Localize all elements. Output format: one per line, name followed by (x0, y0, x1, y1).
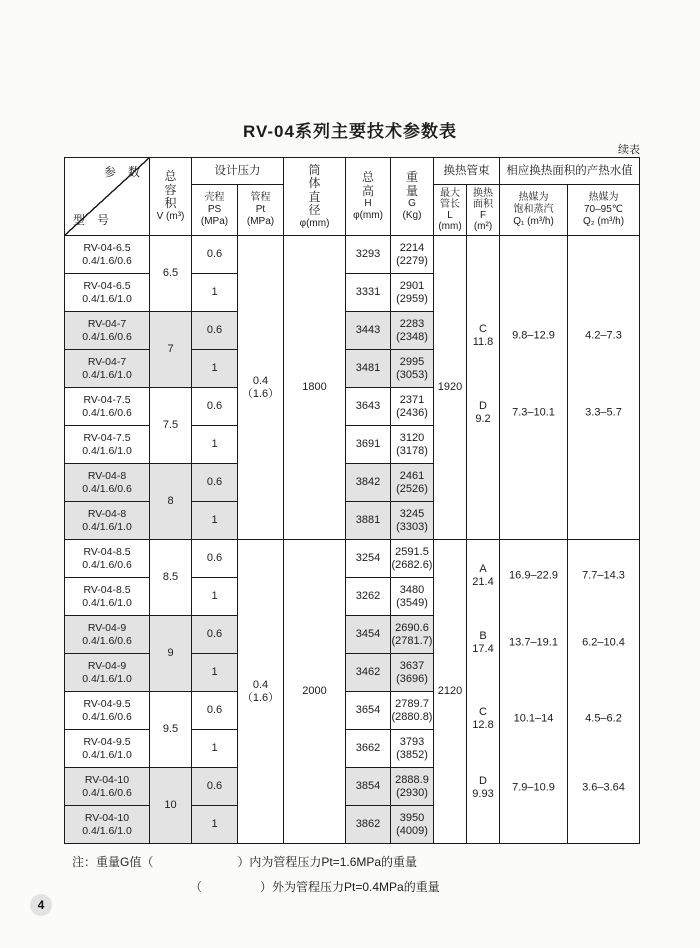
text-line: (Kg) (402, 210, 422, 221)
q1-entry: 13.7–19.1 (509, 636, 558, 649)
header-weight (391, 158, 433, 235)
diameter-cell (284, 540, 345, 843)
text-line: 2789.7 (395, 697, 429, 710)
height-cell (346, 730, 390, 767)
text-line: 3262 (355, 590, 381, 602)
model-cell (65, 692, 149, 729)
text-line: 热媒为 (518, 192, 549, 203)
text-line: (2930) (396, 786, 428, 799)
q2-entry: 4.2–7.3 (585, 329, 622, 342)
area-entry (467, 563, 499, 589)
text-line: 0.6 (206, 248, 223, 260)
text-line: 0.4/1.6/0.6 (82, 710, 132, 723)
page-number-badge: 4 (30, 894, 52, 916)
volume-cell (150, 388, 191, 463)
footnote-line-2 (190, 875, 440, 900)
model-cell (65, 426, 149, 463)
text-line: φ(mm) (299, 217, 330, 229)
text-line: RV-04-8 (87, 507, 127, 520)
text-line: 管长 (440, 199, 460, 210)
text-line: (3696) (396, 672, 428, 685)
text-line: 3480 (399, 583, 425, 596)
diameter-cell (284, 236, 345, 539)
footnote-line-1 (72, 850, 440, 875)
weight-cell (391, 350, 433, 387)
text-line: 2690.6 (395, 621, 429, 634)
area-entry (467, 706, 499, 732)
text-line: 2888.9 (395, 773, 429, 786)
ps-cell (192, 806, 237, 843)
text-line: G (408, 198, 416, 209)
note-label: 注： (72, 855, 97, 869)
weight-cell (391, 730, 433, 767)
ps-cell (192, 616, 237, 653)
text-line: 3862 (355, 818, 381, 830)
text-line: 0.6 (206, 476, 223, 488)
text-line: 面积 (473, 199, 493, 210)
text-line: (mm) (438, 221, 462, 232)
height-cell (346, 426, 390, 463)
text-line: Q₂ (m³/h) (582, 216, 625, 227)
text-line: (3852) (396, 748, 428, 761)
text-line: RV-04-10 (84, 773, 130, 786)
text-line: Q₁ (m³/h) (513, 216, 554, 227)
height-cell (346, 806, 390, 843)
area-cell (467, 236, 499, 539)
text-line: L (447, 210, 453, 221)
text-line: 壳程 (204, 192, 225, 203)
text-line: 8 (167, 495, 174, 507)
header-max-length (434, 185, 466, 235)
text-line: (2436) (396, 406, 428, 419)
text-line: 1920 (437, 381, 463, 393)
text-line: 1 (211, 286, 218, 298)
weight-cell (391, 236, 433, 273)
weight-cell (391, 692, 433, 729)
text-line: 2000 (302, 685, 327, 697)
text-line: 0.4 (252, 374, 269, 387)
volume-cell (150, 616, 191, 691)
text-line: 3245 (399, 507, 425, 520)
text-line: 1 (211, 818, 218, 830)
text-line: 0.6 (206, 704, 223, 716)
model-cell (65, 464, 149, 501)
ps-cell (192, 692, 237, 729)
note1-post: ）内为管程压力Pt=1.6MPa的重量 (237, 855, 418, 869)
text-line: 3881 (355, 514, 381, 526)
volume-cell (150, 464, 191, 539)
parameters-table (64, 157, 640, 844)
weight-cell (391, 768, 433, 805)
text-line: 3691 (355, 438, 381, 450)
text-line: 9.2 (475, 413, 491, 426)
volume-cell (150, 692, 191, 767)
text-line: 8.5 (162, 571, 179, 583)
text-line: 0.6 (206, 780, 223, 792)
model-cell (65, 350, 149, 387)
text-line: 3950 (399, 811, 425, 824)
text-line: 3842 (355, 476, 381, 488)
volume-cell (150, 312, 191, 387)
height-cell (346, 464, 390, 501)
text-line: 1800 (302, 381, 327, 393)
q2-entry: 3.6–3.64 (582, 781, 625, 794)
text-line: RV-04-9.5 (83, 697, 131, 710)
area-entry (467, 630, 499, 656)
text-line: (4009) (396, 824, 428, 837)
text-line: 2283 (399, 317, 425, 330)
text-line: 9.93 (472, 788, 494, 801)
text-line: 容 (164, 182, 177, 197)
ps-cell (192, 312, 237, 349)
text-line: 2901 (399, 279, 425, 292)
corner-cell (65, 158, 149, 235)
model-cell (65, 236, 149, 273)
ps-cell (192, 730, 237, 767)
text-line: (3178) (396, 444, 428, 457)
text-line: 1 (211, 666, 218, 678)
weight-cell (391, 464, 433, 501)
text-line: 12.8 (472, 718, 494, 731)
height-cell (346, 578, 390, 615)
text-line: 0.6 (206, 628, 223, 640)
volume-cell (150, 768, 191, 843)
q1-entry: 10.1–14 (513, 712, 554, 725)
text-line: (2959) (396, 292, 428, 305)
ps-cell (192, 578, 237, 615)
text-line: (MPa) (200, 216, 229, 227)
text-line: 6.5 (162, 267, 179, 279)
text-line: H (364, 198, 372, 209)
text-line: 总 (164, 169, 177, 184)
footnotes (72, 850, 440, 900)
corner-param-label: 参 数 (103, 165, 140, 179)
text-line: 量 (405, 183, 418, 198)
height-cell (346, 388, 390, 425)
text-line: 3254 (355, 552, 381, 564)
text-line: 3662 (355, 742, 381, 754)
text-line: （1.6） (241, 387, 280, 400)
model-cell (65, 730, 149, 767)
text-line: 0.4/1.6/1.0 (82, 444, 132, 457)
text-line: 3454 (355, 628, 381, 640)
text-line: RV-04-6.5 (83, 241, 131, 254)
q2-entry: 7.7–14.3 (582, 569, 625, 582)
text-line: 2214 (399, 241, 425, 254)
text-line: 3643 (355, 400, 381, 412)
ps-cell (192, 502, 237, 539)
corner-model-label: 型 号 (73, 213, 110, 227)
weight-cell (391, 540, 433, 577)
q1-cell (500, 236, 567, 539)
height-cell (346, 768, 390, 805)
pt-cell (238, 236, 283, 539)
text-line: 直 (308, 189, 321, 204)
text-line: 1 (211, 514, 218, 526)
q2-entry: 3.3–5.7 (585, 406, 622, 419)
q1-cell (500, 540, 567, 843)
q1-entry: 7.3–10.1 (512, 406, 555, 419)
text-line: 0.4/1.6/1.0 (82, 368, 132, 381)
length-cell (434, 236, 466, 539)
q2-cell (568, 540, 639, 843)
ps-cell (192, 274, 237, 311)
page-title: RV-04系列主要技术参数表 (243, 122, 457, 141)
text-line: 重 (405, 170, 418, 184)
text-line: 管程 (250, 192, 271, 203)
model-cell (65, 388, 149, 425)
weight-cell (391, 388, 433, 425)
text-line: C (479, 322, 487, 335)
text-line: F (479, 210, 487, 221)
text-line: 饱和蒸汽 (513, 204, 554, 215)
header-heat-area (467, 185, 499, 235)
model-cell (65, 768, 149, 805)
q1-entry: 7.9–10.9 (512, 781, 555, 794)
text-line: 高 (361, 183, 374, 198)
text-line: V (m³) (156, 210, 185, 222)
text-line: 3481 (355, 362, 381, 374)
text-line: 3654 (355, 704, 381, 716)
header-shell-ps (192, 185, 237, 235)
text-line: 2120 (437, 685, 463, 697)
text-line: 10 (164, 799, 177, 811)
text-line: 2461 (399, 469, 425, 482)
model-cell (65, 312, 149, 349)
q1-entry: 16.9–22.9 (509, 569, 558, 582)
text-line: Pt (255, 204, 266, 215)
text-line: 7 (167, 343, 174, 355)
header-total-height (346, 158, 390, 235)
q2-entry: 6.2–10.4 (582, 636, 625, 649)
header-hot-water (500, 158, 639, 184)
text-line: PS (207, 204, 222, 215)
ps-cell (192, 768, 237, 805)
text-line: (2348) (396, 330, 428, 343)
ps-cell (192, 464, 237, 501)
ps-cell (192, 236, 237, 273)
text-line: 0.4/1.6/1.0 (82, 748, 132, 761)
text-line: 0.4/1.6/1.0 (82, 824, 132, 837)
weight-cell (391, 502, 433, 539)
text-line: 3793 (399, 735, 425, 748)
text-line: 3293 (355, 248, 381, 260)
weight-cell (391, 578, 433, 615)
text-line: φ(mm) (353, 210, 383, 221)
text-line: (2526) (396, 482, 428, 495)
text-line: A (479, 563, 487, 576)
text-line: 0.6 (206, 324, 223, 336)
text-line: 0.4 (252, 678, 269, 691)
text-line: (2880.8) (391, 710, 433, 723)
model-cell (65, 654, 149, 691)
text-line: 总 (361, 170, 374, 184)
text-line: 21.4 (472, 576, 494, 589)
text-line: 9 (167, 647, 174, 659)
text-line: (m²) (473, 221, 493, 232)
area-entry (467, 400, 499, 426)
height-cell (346, 312, 390, 349)
note2-post: ）外为管程压力Pt=0.4MPa的重量 (260, 880, 440, 894)
text-line: (3549) (396, 596, 428, 609)
q1-entry: 9.8–12.9 (512, 329, 555, 342)
height-cell (346, 502, 390, 539)
text-line: 3443 (355, 324, 381, 336)
height-cell (346, 692, 390, 729)
q2-cell (568, 236, 639, 539)
text-line: RV-04-8.5 (83, 583, 131, 596)
height-cell (346, 274, 390, 311)
text-line: 0.4/1.6/1.0 (82, 292, 132, 305)
text-line: 0.4/1.6/0.6 (82, 634, 132, 647)
model-cell (65, 578, 149, 615)
text-line: (2279) (396, 254, 428, 267)
model-cell (65, 806, 149, 843)
text-line: 7.5 (162, 419, 179, 431)
header-q1 (500, 185, 567, 235)
ps-cell (192, 540, 237, 577)
text-line: 设计压力 (214, 164, 261, 177)
height-cell (346, 616, 390, 653)
model-cell (65, 616, 149, 653)
text-line: RV-04-9.5 (83, 735, 131, 748)
ps-cell (192, 350, 237, 387)
text-line: 积 (164, 196, 177, 211)
text-line: 3331 (355, 286, 381, 298)
text-line: 换热管束 (443, 164, 490, 177)
text-line: C (479, 705, 487, 718)
text-line: 3854 (355, 780, 381, 792)
area-entry (467, 323, 499, 349)
text-line: (2781.7) (391, 634, 433, 647)
text-line: 0.4/1.6/0.6 (82, 330, 132, 343)
weight-cell (391, 616, 433, 653)
text-line: 2371 (399, 393, 425, 406)
text-line: 17.4 (472, 643, 494, 656)
text-line: 2591.5 (395, 545, 429, 558)
text-line: RV-04-8.5 (83, 545, 131, 558)
text-line: 体 (308, 176, 321, 190)
area-cell (467, 540, 499, 843)
height-cell (346, 236, 390, 273)
ps-cell (192, 426, 237, 463)
text-line: 1 (211, 362, 218, 374)
ps-cell (192, 654, 237, 691)
text-line: 0.4/1.6/1.0 (82, 520, 132, 533)
text-line: 1 (211, 742, 218, 754)
text-line: 最大 (440, 188, 460, 199)
text-line: 0.4/1.6/1.0 (82, 596, 132, 609)
text-line: 筒 (308, 162, 321, 177)
header-design-pressure (192, 158, 283, 184)
ps-cell (192, 388, 237, 425)
text-line: RV-04-7 (87, 317, 127, 330)
text-line: 径 (308, 203, 321, 217)
header-tube-bundle (434, 158, 499, 184)
header-volume (150, 158, 191, 235)
header-tube-pt (238, 185, 283, 235)
continued-table-label: 续表 (618, 144, 640, 156)
text-line: 0.4/1.6/0.6 (82, 786, 132, 799)
text-line: (MPa) (246, 216, 275, 227)
area-entry (467, 775, 499, 801)
volume-cell (150, 540, 191, 615)
header-diameter (284, 158, 345, 235)
text-line: 0.4/1.6/0.6 (82, 406, 132, 419)
text-line: (3053) (396, 368, 428, 381)
height-cell (346, 350, 390, 387)
text-line: RV-04-7.5 (83, 431, 131, 444)
model-cell (65, 540, 149, 577)
text-line: 相应换热面积的产热水值 (506, 164, 633, 177)
text-line: 0.4/1.6/0.6 (82, 254, 132, 267)
weight-cell (391, 806, 433, 843)
header-q2 (568, 185, 639, 235)
text-line: 2995 (399, 355, 425, 368)
text-line: 0.4/1.6/1.0 (82, 672, 132, 685)
text-line: 0.4/1.6/0.6 (82, 482, 132, 495)
text-line: 9.5 (162, 723, 179, 735)
text-line: 3637 (399, 659, 425, 672)
text-line: 0.6 (206, 552, 223, 564)
text-line: RV-04-9 (87, 659, 127, 672)
text-line: 0.6 (206, 400, 223, 412)
text-line: D (479, 775, 487, 788)
note1-pre: 重量G值（ (96, 855, 154, 869)
weight-cell (391, 312, 433, 349)
text-line: 3462 (355, 666, 381, 678)
weight-cell (391, 426, 433, 463)
height-cell (346, 540, 390, 577)
model-cell (65, 502, 149, 539)
text-line: 3120 (399, 431, 425, 444)
text-line: 1 (211, 438, 218, 450)
text-line: (2682.6) (391, 558, 433, 571)
text-line: 0.4/1.6/0.6 (82, 558, 132, 571)
q2-entry: 4.5–6.2 (585, 712, 622, 725)
text-line: RV-04-9 (87, 621, 127, 634)
text-line: 70–95℃ (583, 204, 624, 215)
text-line: RV-04-7.5 (83, 393, 131, 406)
volume-cell (150, 236, 191, 311)
text-line: (3303) (396, 520, 428, 533)
text-line: D (479, 400, 487, 413)
pt-cell (238, 540, 283, 843)
length-cell (434, 540, 466, 843)
text-line: RV-04-10 (84, 811, 130, 824)
text-line: RV-04-7 (87, 355, 127, 368)
weight-cell (391, 274, 433, 311)
height-cell (346, 654, 390, 691)
text-line: （1.6） (241, 691, 280, 704)
text-line: 1 (211, 590, 218, 602)
weight-cell (391, 654, 433, 691)
model-cell (65, 274, 149, 311)
text-line: 热媒为 (588, 192, 619, 203)
text-line: RV-04-6.5 (83, 279, 131, 292)
note2-pre: （ (190, 880, 203, 894)
text-line: RV-04-8 (87, 469, 127, 482)
text-line: 换热 (473, 188, 493, 199)
text-line: B (479, 630, 487, 643)
text-line: 11.8 (472, 335, 494, 348)
